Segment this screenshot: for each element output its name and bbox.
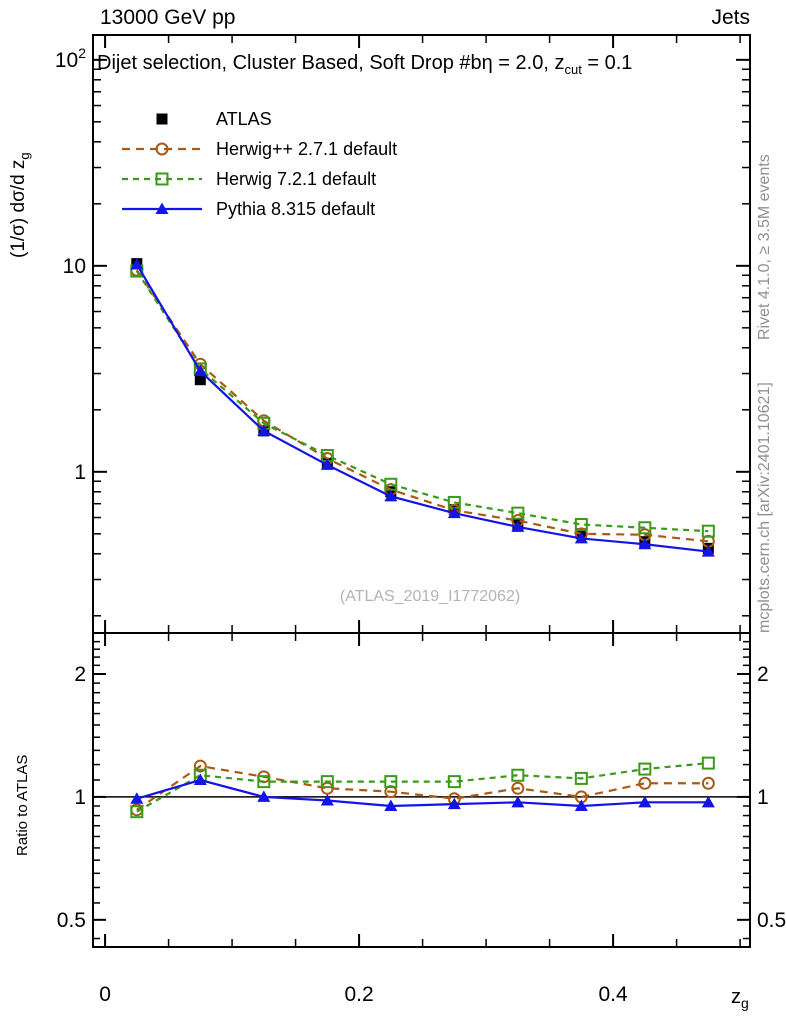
- atlas-marker-icon: [118, 107, 206, 131]
- beam-energy-label: 13000 GeV pp: [100, 6, 236, 29]
- x-axis-label-text: z: [731, 986, 741, 1008]
- legend-label: Pythia 8.315 default: [216, 198, 376, 219]
- main-y-axis-label-subscript: g: [16, 152, 32, 160]
- svg-text:2: 2: [757, 662, 769, 686]
- mcplots-reference-note: mcplots.cern.ch [arXiv:2401.10621]: [756, 382, 773, 633]
- svg-text:102: $10^2$: [54, 44, 86, 72]
- legend-label: Herwig++ 2.7.1 default: [216, 138, 398, 159]
- rivet-version-note: Rivet 4.1.0, ≥ 3.5M events: [756, 154, 773, 340]
- legend-label: ATLAS: [216, 108, 272, 129]
- main-y-axis-label: [8, 152, 32, 258]
- legend-item-herwigpp: [118, 134, 397, 164]
- svg-text:0.5: 0.5: [56, 908, 86, 932]
- svg-text:0: 0: [99, 983, 111, 1006]
- analysis-group-label: Jets: [711, 6, 750, 29]
- main-y-axis-label-text: (1/σ) dσ/d z: [8, 159, 29, 258]
- x-axis-label: [731, 986, 749, 1011]
- x-axis-label-subscript: g: [741, 995, 749, 1011]
- herwigpp-marker-icon: [118, 137, 206, 161]
- svg-text:0.4: 0.4: [598, 983, 628, 1006]
- plot-title-subscript: cut: [564, 62, 582, 77]
- svg-text:10: 10: [62, 254, 86, 278]
- series-main-atlas: [131, 258, 714, 554]
- ratio-panel-series: [93, 758, 750, 818]
- svg-text:0.2: 0.2: [344, 983, 374, 1006]
- svg-text:1: 1: [74, 460, 86, 484]
- herwig7-marker-icon: [118, 167, 206, 191]
- series-ratio-herwig++: [131, 761, 714, 816]
- plot-title: [97, 52, 632, 77]
- legend: [118, 104, 397, 224]
- series-main-pythia: [130, 258, 715, 557]
- main-panel-series: [130, 258, 715, 557]
- pythia-marker-icon: [118, 197, 206, 221]
- legend-item-herwig7: [118, 164, 397, 194]
- series-main-herwig: [131, 266, 714, 537]
- legend-item-pythia: [118, 194, 397, 224]
- svg-text:1: 1: [74, 785, 86, 809]
- ratio-y-axis-label: Ratio to ATLAS: [14, 754, 31, 856]
- svg-text:2: 2: [74, 662, 86, 686]
- plot-title-text: Dijet selection, Cluster Based, Soft Drop #bη = 2.0, z: [97, 52, 565, 74]
- legend-item-atlas: [118, 104, 397, 134]
- legend-label: Herwig 7.2.1 default: [216, 168, 377, 189]
- analysis-id-watermark: (ATLAS_2019_I1772062): [339, 588, 521, 605]
- svg-text:0.5: 0.5: [757, 908, 786, 932]
- series-ratio-pythia: [130, 774, 715, 811]
- plot-title-tail: = 0.1: [581, 52, 633, 74]
- svg-text:1: 1: [757, 785, 769, 809]
